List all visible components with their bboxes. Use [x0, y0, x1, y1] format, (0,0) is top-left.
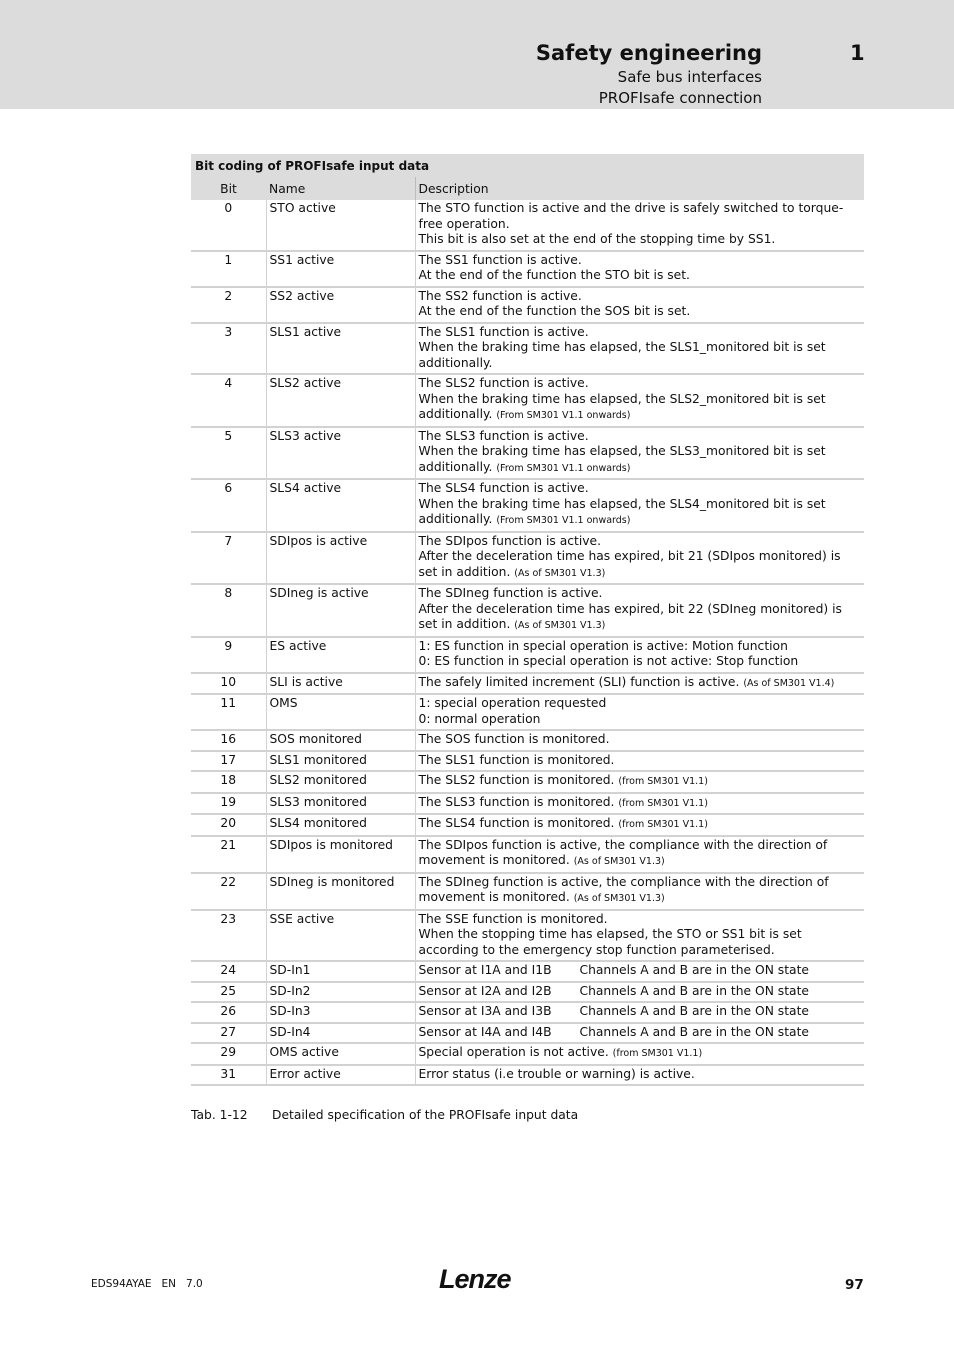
bit-name-cell: SLS4 monitored — [266, 814, 415, 836]
bit-number-cell: 2 — [191, 287, 266, 323]
description-text: The SLS2 function is monitored. — [418, 773, 615, 787]
table-row — [191, 1043, 864, 1065]
bit-description-cell — [415, 323, 864, 375]
description-text: The SLS1 function is active. — [418, 324, 589, 339]
bit-name-cell: SLS2 active — [266, 374, 415, 427]
bit-name-cell: SLS1 active — [266, 323, 415, 375]
table-row — [191, 1002, 864, 1023]
bit-description-cell — [415, 287, 864, 323]
table-row — [191, 673, 864, 695]
bit-number-cell: 31 — [191, 1065, 266, 1086]
bit-number-cell: 11 — [191, 694, 266, 730]
bit-number-cell: 0 — [191, 200, 266, 251]
description-line — [419, 340, 862, 371]
description-line — [419, 912, 862, 928]
bit-description-cell — [415, 982, 864, 1003]
description-line — [419, 429, 862, 445]
sensor-state: Channels A and B are in the ON state — [579, 1024, 809, 1039]
page-title: Safety engineering — [535, 41, 762, 65]
table-row — [191, 982, 864, 1003]
table-row — [191, 793, 864, 815]
description-text: The SDIpos function is active, the compliance with the direction of movement is monitored. — [418, 837, 828, 867]
description-text: At the end of the function the SOS bit is set. — [418, 304, 691, 318]
sensor-label: Sensor at I1A and I1B — [418, 963, 552, 977]
table-row — [191, 532, 864, 585]
version-note: (From SM301 V1.1 onwards) — [496, 410, 631, 421]
bit-number-cell: 27 — [191, 1023, 266, 1044]
table-row — [191, 961, 864, 982]
description-text: The SDIpos function is active. — [418, 533, 601, 548]
table-row — [191, 836, 864, 873]
table-row — [191, 751, 864, 772]
bit-name-cell: SSE active — [266, 910, 415, 962]
description-text: The SLS4 function is monitored. — [418, 816, 615, 830]
section-subtitle: Safe bus interfaces — [617, 68, 762, 86]
description-text: When the braking time has elapsed, the SLS1_monitored bit is set additionally. — [418, 340, 826, 370]
table-body — [191, 200, 864, 1085]
bit-description-cell — [415, 910, 864, 962]
bit-name-cell: SDIpos is monitored — [266, 836, 415, 873]
description-line — [419, 602, 862, 634]
bit-description-cell — [415, 427, 864, 480]
table-row — [191, 694, 864, 730]
bit-name-cell: SS1 active — [266, 251, 415, 287]
description-text: After the deceleration time has expired, bit 21 (SDIpos monitored) is set in addition. — [418, 549, 841, 579]
description-line — [419, 1045, 862, 1062]
table-row — [191, 873, 864, 910]
description-line — [419, 534, 862, 550]
bit-number-cell: 29 — [191, 1043, 266, 1065]
bit-description-cell — [415, 1065, 864, 1086]
description-line — [419, 753, 862, 769]
description-line — [419, 795, 862, 812]
description-line — [419, 927, 862, 958]
bit-coding-table — [191, 177, 864, 1086]
version-note: (from SM301 V1.1) — [618, 776, 708, 787]
table-row — [191, 1065, 864, 1086]
description-text: Special operation is not active. — [418, 1045, 609, 1059]
version-note: (from SM301 V1.1) — [618, 819, 708, 830]
version-note: (As of SM301 V1.4) — [743, 677, 835, 689]
bit-name-cell: SLI is active — [266, 673, 415, 695]
bit-number-cell: 3 — [191, 323, 266, 375]
table-title: Bit coding of PROFIsafe input data — [191, 154, 864, 177]
description-line — [419, 654, 862, 670]
description-line — [419, 253, 862, 269]
bit-number-cell: 9 — [191, 637, 266, 673]
description-text: When the braking time has elapsed, the SLS2_monitored bit is set additionally. — [418, 391, 826, 421]
version-note: (As of SM301 V1.3) — [514, 620, 606, 631]
lenze-logo — [438, 1262, 514, 1294]
bit-number-cell: 19 — [191, 793, 266, 815]
description-text: 0: ES function in special operation is not active: Stop function — [418, 654, 799, 668]
bit-number-cell: 18 — [191, 771, 266, 793]
description-line — [419, 549, 862, 581]
description-text: The SOS function is monitored. — [418, 732, 610, 746]
description-line — [419, 444, 862, 476]
lenze-logo-text: Lenze — [439, 1264, 511, 1294]
bit-name-cell: SLS3 monitored — [266, 793, 415, 815]
column-header-bit: Bit — [191, 177, 266, 200]
description-line — [419, 773, 862, 790]
bit-name-cell: SDIneg is monitored — [266, 873, 415, 910]
description-line — [419, 875, 862, 907]
page-number: 97 — [845, 1277, 864, 1293]
description-text: When the braking time has elapsed, the SLS4_monitored bit is set additionally. — [418, 496, 826, 526]
bit-name-cell: Error active — [266, 1065, 415, 1086]
description-line — [419, 497, 862, 529]
description-line — [419, 639, 862, 655]
column-header-description: Description — [415, 177, 864, 200]
bit-number-cell: 10 — [191, 673, 266, 695]
bit-name-cell: ES active — [266, 637, 415, 673]
subsection-subtitle: PROFIsafe connection — [598, 89, 762, 107]
bit-number-cell: 22 — [191, 873, 266, 910]
bit-number-cell: 7 — [191, 532, 266, 585]
sensor-state: Channels A and B are in the ON state — [579, 983, 809, 998]
description-line — [419, 586, 862, 602]
description-line — [419, 838, 862, 870]
table-row — [191, 251, 864, 287]
version-note: (From SM301 V1.1 onwards) — [496, 515, 631, 526]
table-row — [191, 814, 864, 836]
sensor-label: Sensor at I4A and I4B — [418, 1024, 552, 1039]
sensor-label: Sensor at I2A and I2B — [418, 983, 552, 998]
table-row — [191, 287, 864, 323]
description-text: The STO function is active and the drive is safely switched to torque-free operation. — [418, 201, 844, 231]
chapter-number: 1 — [850, 41, 865, 65]
description-text: The SDIneg function is active, the compliance with the direction of movement is monitored. — [418, 874, 829, 904]
description-text: When the braking time has elapsed, the SLS3_monitored bit is set additionally. — [418, 444, 826, 474]
bit-name-cell: OMS — [266, 694, 415, 730]
bit-number-cell: 24 — [191, 961, 266, 982]
description-line — [419, 325, 862, 341]
bit-description-cell — [415, 584, 864, 637]
table-header-row — [191, 177, 864, 200]
description-text: The SLS1 function is monitored. — [418, 752, 615, 767]
bit-description-cell — [415, 961, 864, 982]
bit-description-cell — [415, 730, 864, 751]
description-text: The SLS3 function is monitored. — [418, 794, 615, 809]
table-row — [191, 427, 864, 480]
description-text: This bit is also set at the end of the stopping time by SS1. — [418, 232, 776, 246]
bit-number-cell: 6 — [191, 479, 266, 532]
bit-number-cell: 21 — [191, 836, 266, 873]
table-number: Tab. 1-12 — [191, 1108, 248, 1122]
bit-number-cell: 25 — [191, 982, 266, 1003]
bit-name-cell: SDIneg is active — [266, 584, 415, 637]
bit-name-cell: SOS monitored — [266, 730, 415, 751]
table-row — [191, 323, 864, 375]
bit-name-cell: SD-In4 — [266, 1023, 415, 1044]
description-line — [419, 696, 862, 712]
bit-description-cell — [415, 673, 864, 695]
description-line — [419, 732, 862, 748]
bit-description-cell — [415, 771, 864, 793]
table-row — [191, 910, 864, 962]
bit-number-cell: 26 — [191, 1002, 266, 1023]
bit-description-cell — [415, 251, 864, 287]
bit-description-cell — [415, 814, 864, 836]
description-text: The SDIneg function is active. — [418, 586, 603, 600]
description-text: The SLS3 function is active. — [418, 428, 589, 443]
bit-description-cell — [415, 751, 864, 772]
bit-name-cell: SD-In3 — [266, 1002, 415, 1023]
bit-number-cell: 1 — [191, 251, 266, 287]
description-text: 0: normal operation — [418, 711, 541, 726]
bit-number-cell: 17 — [191, 751, 266, 772]
bit-description-cell — [415, 479, 864, 532]
bit-description-cell — [415, 1043, 864, 1065]
description-line — [419, 376, 862, 392]
sensor-state: Channels A and B are in the ON state — [579, 963, 809, 977]
table-row — [191, 584, 864, 637]
bit-name-cell: SD-In2 — [266, 982, 415, 1003]
bit-number-cell: 4 — [191, 374, 266, 427]
bit-description-cell — [415, 873, 864, 910]
bit-name-cell: SLS4 active — [266, 479, 415, 532]
document-id: EDS94AYAE EN 7.0 — [91, 1278, 203, 1290]
bit-name-cell: SS2 active — [266, 287, 415, 323]
description-line — [419, 675, 862, 692]
version-note: (from SM301 V1.1) — [612, 1048, 703, 1059]
bit-coding-table-wrapper — [191, 154, 864, 1086]
version-note: (From SM301 V1.1 onwards) — [496, 462, 631, 474]
description-text: Error status (i.e trouble or warning) is active. — [418, 1066, 695, 1081]
description-line — [419, 268, 862, 284]
description-text: The SLS2 function is active. — [418, 376, 589, 390]
description-line — [419, 392, 862, 424]
bit-description-cell — [415, 374, 864, 427]
table-row — [191, 200, 864, 251]
bit-number-cell: 23 — [191, 910, 266, 962]
table-row — [191, 771, 864, 793]
bit-name-cell: SLS3 active — [266, 427, 415, 480]
bit-description-cell — [415, 637, 864, 673]
version-note: (As of SM301 V1.3) — [514, 567, 606, 579]
version-note: (As of SM301 V1.3) — [573, 893, 665, 904]
table-row — [191, 479, 864, 532]
bit-name-cell: SLS1 monitored — [266, 751, 415, 772]
version-note: (from SM301 V1.1) — [618, 797, 708, 809]
description-line — [419, 304, 862, 320]
description-line — [419, 1067, 862, 1083]
description-text: When the stopping time has elapsed, the STO or SS1 bit is set according to the emergency stop function parameterised. — [418, 927, 802, 957]
bit-number-cell: 16 — [191, 730, 266, 751]
table-row — [191, 1023, 864, 1044]
bit-description-cell — [415, 793, 864, 815]
sensor-label: Sensor at I3A and I3B — [418, 1004, 552, 1018]
bit-description-cell — [415, 200, 864, 251]
bit-name-cell: OMS active — [266, 1043, 415, 1065]
table-caption — [191, 1108, 578, 1122]
bit-name-cell: SLS2 monitored — [266, 771, 415, 793]
bit-description-cell — [415, 694, 864, 730]
table-row — [191, 637, 864, 673]
column-header-name: Name — [266, 177, 415, 200]
bit-number-cell: 8 — [191, 584, 266, 637]
description-text: The SLS4 function is active. — [418, 481, 589, 495]
bit-description-cell — [415, 1023, 864, 1044]
description-text: 1: special operation requested — [418, 696, 607, 710]
bit-name-cell: STO active — [266, 200, 415, 251]
bit-description-cell — [415, 836, 864, 873]
description-text: The safely limited increment (SLI) function is active. — [418, 674, 740, 689]
table-row — [191, 730, 864, 751]
bit-number-cell: 5 — [191, 427, 266, 480]
description-text: The SSE function is monitored. — [418, 911, 608, 926]
description-line — [419, 712, 862, 728]
description-text: At the end of the function the STO bit is set. — [418, 268, 690, 282]
table-caption-text: Detailed specification of the PROFIsafe input data — [272, 1108, 579, 1122]
description-line — [419, 481, 862, 497]
bit-description-cell — [415, 532, 864, 585]
version-note: (As of SM301 V1.3) — [573, 856, 665, 867]
bit-name-cell: SDIpos is active — [266, 532, 415, 585]
description-text: The SS1 function is active. — [418, 252, 582, 267]
sensor-state: Channels A and B are in the ON state — [579, 1004, 809, 1018]
table-row — [191, 374, 864, 427]
description-text: 1: ES function in special operation is active: Motion function — [418, 638, 788, 653]
description-text: After the deceleration time has expired, bit 22 (SDIneg monitored) is set in addition. — [418, 601, 842, 631]
header-band — [0, 0, 954, 109]
description-line — [419, 232, 862, 248]
description-text: The SS2 function is active. — [418, 288, 582, 303]
bit-name-cell: SD-In1 — [266, 961, 415, 982]
description-line — [419, 201, 862, 232]
description-line — [419, 289, 862, 305]
bit-description-cell — [415, 1002, 864, 1023]
bit-number-cell: 20 — [191, 814, 266, 836]
description-line — [419, 816, 862, 833]
